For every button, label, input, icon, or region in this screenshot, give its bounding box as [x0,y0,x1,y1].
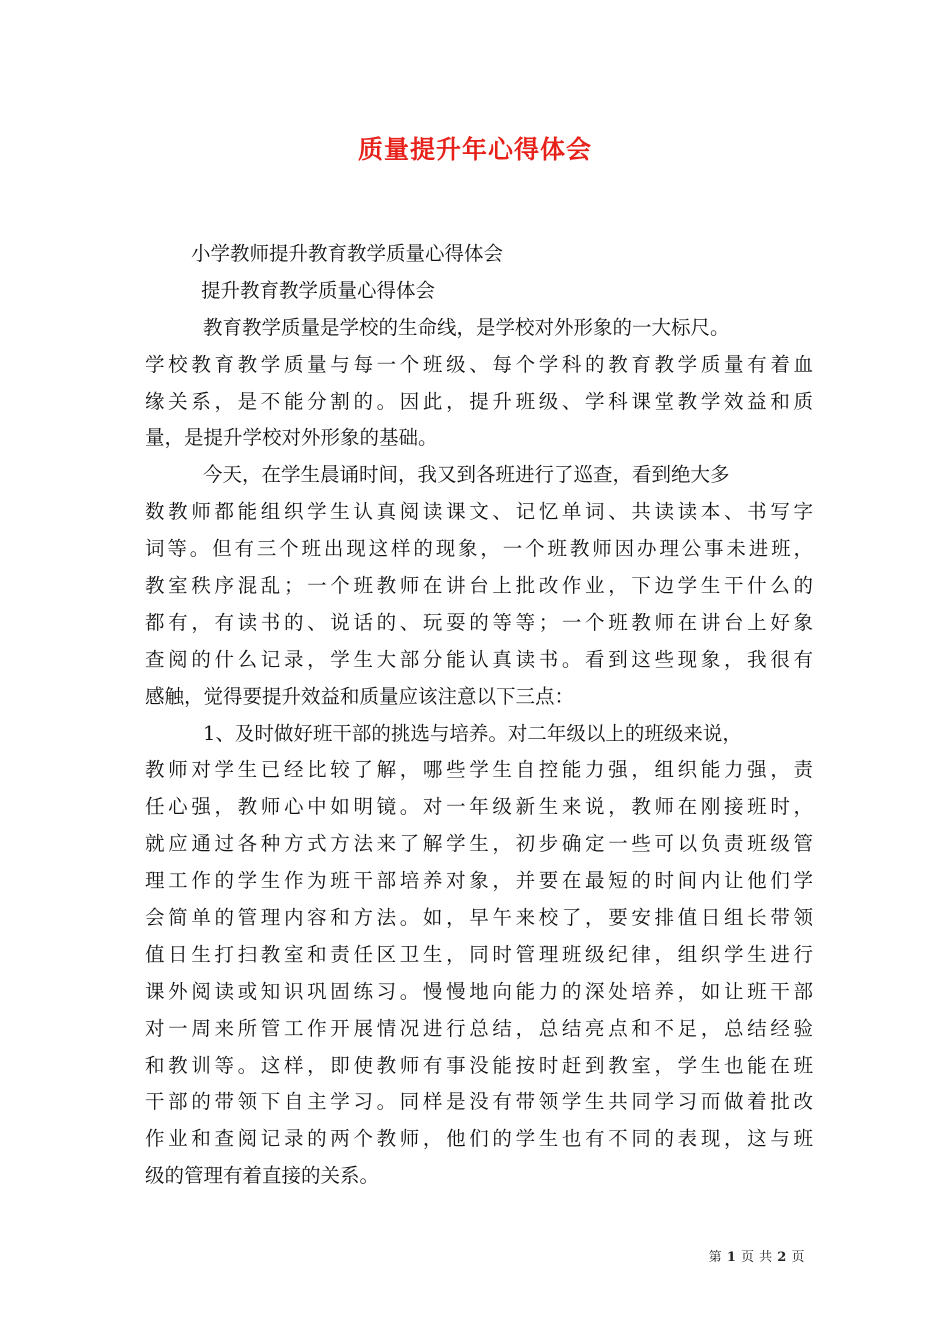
paragraph-3-line: 任心强，教师心中如明镜。对一年级新生来说，教师在刚接班时， [145,795,813,819]
footer-middle: 页 共 [741,1250,773,1265]
paragraph-3-line: 1、及时做好班干部的挑选与培养。对二年级以上的班级来说， [203,721,742,745]
footer-total-pages: 2 [777,1250,787,1265]
paragraph-3-line: 作业和查阅记录的两个教师，他们的学生也有不同的表现，这与班 [145,1127,813,1151]
paragraph-3-line: 会简单的管理内容和方法。如，早午来校了，要安排值日组长带领 [145,906,813,930]
paragraph-1-line: 量，是提升学校对外形象的基础。 [145,426,438,450]
paragraph-3-line: 值日生打扫教室和责任区卫生，同时管理班级纪律，组织学生进行 [145,942,813,966]
paragraph-3-line: 理工作的学生作为班干部培养对象，并要在最短的时间内让他们学 [145,869,813,893]
paragraph-3-line: 课外阅读或知识巩固练习。慢慢地向能力的深处培养，如让班干部 [145,979,813,1003]
paragraph-2-line: 都有，有读书的、说话的、玩耍的等等；一个班教师在讲台上好象 [145,610,813,634]
footer-current-page: 1 [726,1250,737,1265]
paragraph-1-line: 缘关系，是不能分割的。因此，提升班级、学科课堂教学效益和质 [145,389,813,413]
paragraph-2-line: 感触，觉得要提升效益和质量应该注意以下三点： [145,684,575,708]
document-title: 质量提升年心得体会 [357,135,592,164]
footer-suffix: 页 [791,1250,805,1265]
page-number-footer [709,1246,805,1265]
paragraph-1-line: 学校教育教学质量与每一个班级、每个学科的教育教学质量有着血 [145,352,813,376]
subtitle-2: 提升教育教学质量心得体会 [201,278,436,302]
paragraph-3-line: 教师对学生已经比较了解，哪些学生自控能力强，组织能力强，责 [145,758,813,782]
subtitle-1: 小学教师提升教育教学质量心得体会 [191,242,504,265]
paragraph-2-line: 数教师都能组织学生认真阅读课文、记忆单词、共读读本、书写字 [145,500,813,524]
document-body [145,236,813,1195]
paragraph-1-line: 教育教学质量是学校的生命线，是学校对外形象的一大标尺。 [203,315,730,339]
paragraph-2-line: 今天，在学生晨诵时间，我又到各班进行了巡查，看到绝大多 [203,463,730,487]
footer-prefix: 第 [708,1250,723,1265]
paragraph-3-line: 对一周来所管工作开展情况进行总结，总结亮点和不足，总结经验 [145,1016,813,1040]
paragraph-2-line: 查阅的什么记录，学生大部分能认真读书。看到这些现象，我很有 [145,647,813,671]
paragraph-2-line: 词等。但有三个班出现这样的现象，一个班教师因办理公事未进班， [145,537,813,561]
paragraph-3-line: 级的管理有着直接的关系。 [145,1164,380,1188]
paragraph-3-line: 和教训等。这样，即使教师有事没能按时赶到教室，学生也能在班 [145,1053,813,1077]
paragraph-2-line: 教室秩序混乱；一个班教师在讲台上批改作业，下边学生干什么的 [145,574,813,598]
paragraph-3-line: 就应通过各种方式方法来了解学生，初步确定一些可以负责班级管 [145,832,813,856]
paragraph-3-line: 干部的带领下自主学习。同样是没有带领学生共同学习而做着批改 [145,1090,813,1114]
